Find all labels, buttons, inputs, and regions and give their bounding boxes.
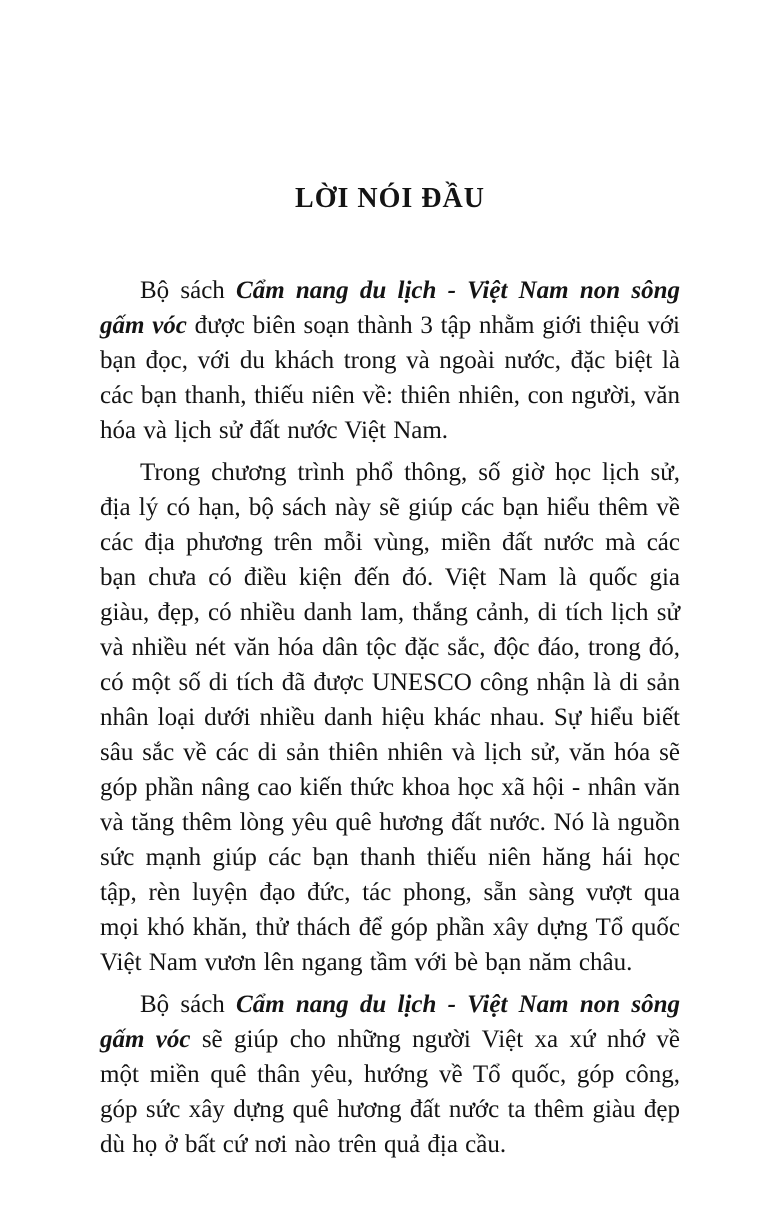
book-series-title: Cẩm nang du lịch - Việt Nam non sông gấm vóc [100, 277, 680, 339]
paragraph-2-text: Trong chương trình phổ thông, số giờ học lịch sử, địa lý có hạn, bộ sách này sẽ giúp các bạn hiểu thêm về các địa phương trên mỗi vùng, miền đất nước mà các bạn chưa có điều kiện đến đó. Việt Nam là quốc gia giàu, đẹp, có nhiều danh lam, thắng cảnh, di tích lịch sử và nhiều nét văn hóa dân tộc đặc sắc, độc đáo, trong đó, có một số di tích đã được UNESCO công nhận là di sản nhân loại dưới nhiều danh hiệu khác nhau. Sự hiểu biết sâu sắc về các di sản thiên nhiên và lịch sử, văn hóa sẽ góp phần nâng cao kiến thức khoa học xã hội - nhân văn và tăng thêm lòng yêu quê hương đất nước. Nó là nguồn sức mạnh giúp các bạn thanh thiếu niên hăng hái học tập, rèn luyện đạo đức, tác phong, sẵn sàng vượt qua mọi khó khăn, thử thách để góp phần xây dựng Tổ quốc Việt Nam vươn lên ngang tầm với bè bạn năm châu. [100, 459, 680, 976]
book-series-title: Cẩm nang du lịch - Việt Nam non sông gấm vóc [100, 991, 680, 1053]
paragraph-2 [100, 455, 680, 980]
paragraph-1-text-lead: Bộ sách [140, 277, 237, 304]
paragraph-3 [100, 987, 680, 1162]
paragraph-3-text-body: sẽ giúp cho những người Việt xa xứ nhớ về một miền quê thân yêu, hướng về Tổ quốc, góp công, góp sức xây dựng quê hương đất nước ta thêm giàu đẹp dù họ ở bất cứ nơi nào trên quả địa cầu. [100, 1026, 681, 1158]
page-title: LỜI NÓI ĐẦU [295, 183, 485, 214]
paragraph-1-text-body: được biên soạn thành 3 tập nhằm giới thiệu với bạn đọc, với du khách trong và ngoài nước, đặc biệt là các bạn thanh, thiếu niên về: thiên nhiên, con người, văn hóa và lịch sử đất nước Việt Nam. [100, 312, 681, 444]
paragraph-1 [100, 273, 680, 448]
paragraph-3-text-lead: Bộ sách [140, 991, 237, 1018]
